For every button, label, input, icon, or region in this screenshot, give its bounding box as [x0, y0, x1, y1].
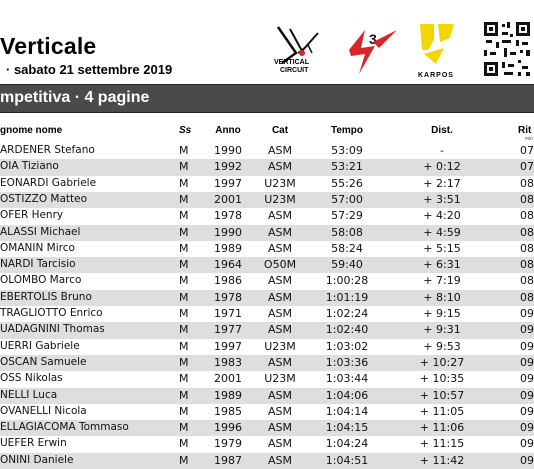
table-row	[0, 225, 534, 241]
athlete-pace: 09	[520, 421, 534, 435]
athlete-year: 1977	[214, 323, 242, 337]
table-row	[0, 290, 534, 306]
athlete-time: 1:04:24	[325, 437, 369, 451]
karpos-logo	[410, 20, 470, 82]
athlete-year: 2001	[214, 372, 242, 386]
col-header-pace-unit: min	[525, 136, 534, 142]
athlete-year: 1990	[214, 144, 242, 157]
athlete-gap: + 11:15	[419, 437, 465, 451]
athlete-gap: + 7:19	[423, 274, 461, 288]
athlete-name: EONARDI Gabriele	[0, 176, 97, 189]
athlete-year: 1997	[214, 339, 242, 353]
athlete-year: 1989	[214, 388, 242, 402]
athlete-time: 53:21	[331, 160, 363, 174]
table-row	[0, 339, 534, 355]
athlete-year: 1997	[214, 176, 242, 190]
athlete-gap: + 10:57	[419, 388, 465, 402]
table-row	[0, 241, 534, 257]
athlete-gap: + 10:35	[419, 372, 465, 386]
athlete-gap: + 6:31	[423, 258, 461, 272]
athlete-year: 1979	[214, 437, 242, 451]
athlete-pace: 08	[520, 225, 534, 239]
athlete-category: ASM	[268, 307, 292, 320]
table-row	[0, 257, 534, 273]
athlete-name: UEFER Erwin	[0, 437, 67, 450]
athlete-sex: M	[179, 241, 189, 255]
athlete-pace: 09	[520, 339, 534, 353]
table-row	[0, 388, 534, 404]
athlete-name: OVANELLI Nicola	[0, 404, 87, 417]
athlete-year: 1996	[214, 421, 242, 435]
athlete-pace: 07	[520, 144, 534, 157]
athlete-year: 1985	[214, 404, 242, 418]
athlete-sex: M	[179, 355, 189, 369]
athlete-pace: 08	[520, 192, 534, 206]
athlete-time: 59:40	[331, 258, 363, 272]
athlete-gap: + 11:06	[419, 421, 465, 435]
athlete-category: U23M	[264, 339, 296, 353]
table-row	[0, 453, 534, 469]
table-row	[0, 159, 534, 175]
athlete-sex: M	[179, 144, 189, 157]
table-row	[0, 420, 534, 436]
athlete-pace: 09	[520, 437, 534, 451]
athlete-year: 1986	[214, 274, 242, 288]
athlete-sex: M	[179, 372, 189, 386]
athlete-pace: 08	[520, 209, 534, 223]
athlete-gap: + 2:17	[423, 176, 461, 190]
athlete-pace: 08	[520, 258, 534, 272]
athlete-pace: 09	[520, 388, 534, 402]
athlete-pace: 09	[520, 307, 534, 320]
athlete-category: U23M	[264, 192, 296, 206]
athlete-gap: -	[440, 144, 444, 157]
athlete-time: 1:04:06	[325, 388, 369, 402]
athlete-sex: M	[179, 176, 189, 190]
athlete-name: OSTIZZO Matteo	[0, 192, 88, 205]
athlete-year: 1978	[214, 290, 242, 304]
athlete-name: ARDENER Stefano	[0, 144, 95, 156]
banner-text: mpetitiva · 4 pagine	[0, 89, 150, 106]
athlete-time: 58:08	[331, 225, 363, 239]
athlete-category: ASM	[268, 274, 292, 288]
athlete-sex: M	[179, 192, 189, 206]
table-row	[0, 208, 534, 224]
athlete-name: OLOMBO Marco	[0, 274, 82, 287]
athlete-name: OMANIN Mirco	[0, 241, 75, 254]
col-header-gap: Dist.	[431, 125, 453, 136]
table-row	[0, 192, 534, 208]
athlete-name: EBERTOLIS Bruno	[0, 290, 92, 303]
qr-code-icon	[482, 20, 532, 78]
athlete-year: 1964	[214, 258, 242, 272]
athlete-time: 1:04:14	[325, 404, 369, 418]
athlete-sex: M	[179, 404, 189, 418]
athlete-gap: + 3:51	[423, 192, 461, 206]
karpos-label: KARPOS	[418, 72, 454, 79]
table-row	[0, 371, 534, 387]
athlete-gap: + 8:10	[423, 290, 461, 304]
athlete-category: ASM	[268, 355, 292, 369]
athlete-sex: M	[179, 274, 189, 288]
col-header-pace: Rit	[518, 125, 532, 136]
athlete-category: ASM	[268, 404, 292, 418]
athlete-pace: 08	[520, 241, 534, 255]
athlete-name: ELLAGIACOMA Tommaso	[0, 421, 129, 434]
athlete-category: ASM	[268, 160, 292, 174]
athlete-time: 1:04:51	[325, 453, 369, 467]
table-row	[0, 436, 534, 452]
athlete-pace: 08	[520, 274, 534, 288]
athlete-time: 58:24	[331, 241, 363, 255]
athlete-time: 1:03:36	[325, 355, 369, 369]
athlete-time: 55:26	[331, 176, 363, 190]
athlete-time: 1:01:19	[325, 290, 369, 304]
athlete-name: ALASSI Michael	[0, 225, 81, 238]
athlete-category: ASM	[268, 144, 292, 157]
col-header-year: Anno	[215, 125, 241, 136]
three-logo	[345, 22, 401, 78]
vertical-circuit-label-1: VERTICAL	[274, 59, 309, 66]
col-header-sex: Ss	[179, 125, 192, 136]
athlete-pace: 07	[520, 160, 534, 174]
athlete-name: OIA Tiziano	[0, 160, 59, 173]
athlete-sex: M	[179, 160, 189, 174]
vertical-circuit-logo	[268, 23, 328, 81]
athlete-name: OSCAN Samuele	[0, 355, 87, 368]
athlete-time: 53:09	[331, 144, 363, 157]
athlete-pace: 09	[520, 323, 534, 337]
athlete-name: UADAGNINI Thomas	[0, 323, 105, 336]
athlete-name: OFER Henry	[0, 209, 64, 222]
table-row	[0, 306, 534, 322]
athlete-year: 1971	[214, 307, 242, 320]
athlete-sex: M	[179, 453, 189, 467]
svg-text:3: 3	[369, 31, 377, 47]
vertical-circuit-label-2: CIRCUIT	[280, 67, 309, 74]
athlete-sex: M	[179, 339, 189, 353]
athlete-year: 1987	[214, 453, 242, 467]
col-header-time: Tempo	[330, 125, 364, 136]
athlete-year: 1978	[214, 209, 242, 223]
athlete-time: 1:00:28	[325, 274, 369, 288]
athlete-pace: 09	[520, 372, 534, 386]
athlete-category: ASM	[268, 241, 292, 255]
athlete-sex: M	[179, 388, 189, 402]
athlete-gap: + 5:15	[423, 241, 461, 255]
athlete-gap: + 11:42	[419, 453, 465, 467]
athlete-category: ASM	[268, 323, 292, 337]
athlete-category: ASM	[268, 437, 292, 451]
athlete-category: ASM	[268, 388, 292, 402]
athlete-category: ASM	[268, 453, 292, 467]
athlete-time: 1:02:40	[325, 323, 369, 337]
athlete-time: 1:03:44	[325, 372, 369, 386]
athlete-year: 1983	[214, 355, 242, 369]
athlete-category: O50M	[263, 258, 297, 272]
athlete-sex: M	[179, 421, 189, 435]
athlete-gap: + 9:15	[423, 307, 461, 320]
athlete-gap: + 4:20	[423, 209, 461, 223]
athlete-name: TRAGLIOTTO Enrico	[0, 307, 103, 319]
athlete-sex: M	[179, 323, 189, 337]
athlete-name: NARDI Tarcisio	[0, 258, 76, 271]
athlete-pace: 09	[520, 355, 534, 369]
table-row	[0, 273, 534, 289]
table-row	[0, 355, 534, 371]
athlete-name: OSS Nikolas	[0, 372, 63, 385]
athlete-gap: + 9:53	[423, 339, 461, 353]
athlete-name: NELLI Luca	[0, 388, 58, 401]
table-row	[0, 404, 534, 420]
athlete-pace: 09	[520, 404, 534, 418]
page-title: Verticale	[0, 33, 97, 59]
athlete-year: 1989	[214, 241, 242, 255]
athlete-time: 1:04:15	[325, 421, 369, 435]
athlete-name: ONINI Daniele	[0, 453, 74, 466]
athlete-gap: + 0:12	[423, 160, 461, 174]
athlete-category: U23M	[264, 176, 296, 190]
athlete-category: ASM	[268, 421, 292, 435]
athlete-gap: + 9:31	[423, 323, 461, 337]
table-row	[0, 143, 534, 159]
col-header-category: Cat	[271, 125, 289, 136]
athlete-category: ASM	[268, 209, 292, 223]
athlete-sex: M	[179, 225, 189, 239]
athlete-year: 1990	[214, 225, 242, 239]
athlete-time: 1:02:24	[325, 307, 369, 320]
table-row	[0, 322, 534, 338]
athlete-sex: M	[179, 437, 189, 451]
event-date: · sabato 21 settembre 2019	[6, 62, 173, 77]
athlete-gap: + 10:27	[419, 355, 465, 369]
athlete-gap: + 11:05	[419, 404, 465, 418]
athlete-pace: 08	[520, 176, 534, 190]
col-header-name: gnome nome	[0, 125, 63, 136]
athlete-pace: 09	[520, 453, 534, 467]
athlete-sex: M	[179, 290, 189, 304]
athlete-sex: M	[179, 307, 189, 320]
athlete-time: 57:29	[331, 209, 363, 223]
athlete-time: 57:00	[331, 192, 363, 206]
athlete-category: ASM	[268, 225, 292, 239]
athlete-year: 1992	[214, 160, 242, 174]
table-row	[0, 176, 534, 192]
athlete-name: UERRI Gabriele	[0, 339, 80, 352]
athlete-pace: 08	[520, 290, 534, 304]
athlete-category: U23M	[264, 372, 296, 386]
athlete-sex: M	[179, 209, 189, 223]
athlete-sex: M	[179, 258, 189, 272]
athlete-time: 1:03:02	[325, 339, 369, 353]
athlete-gap: + 4:59	[423, 225, 461, 239]
section-banner	[0, 84, 534, 113]
athlete-year: 2001	[214, 192, 242, 206]
athlete-category: ASM	[268, 290, 292, 304]
